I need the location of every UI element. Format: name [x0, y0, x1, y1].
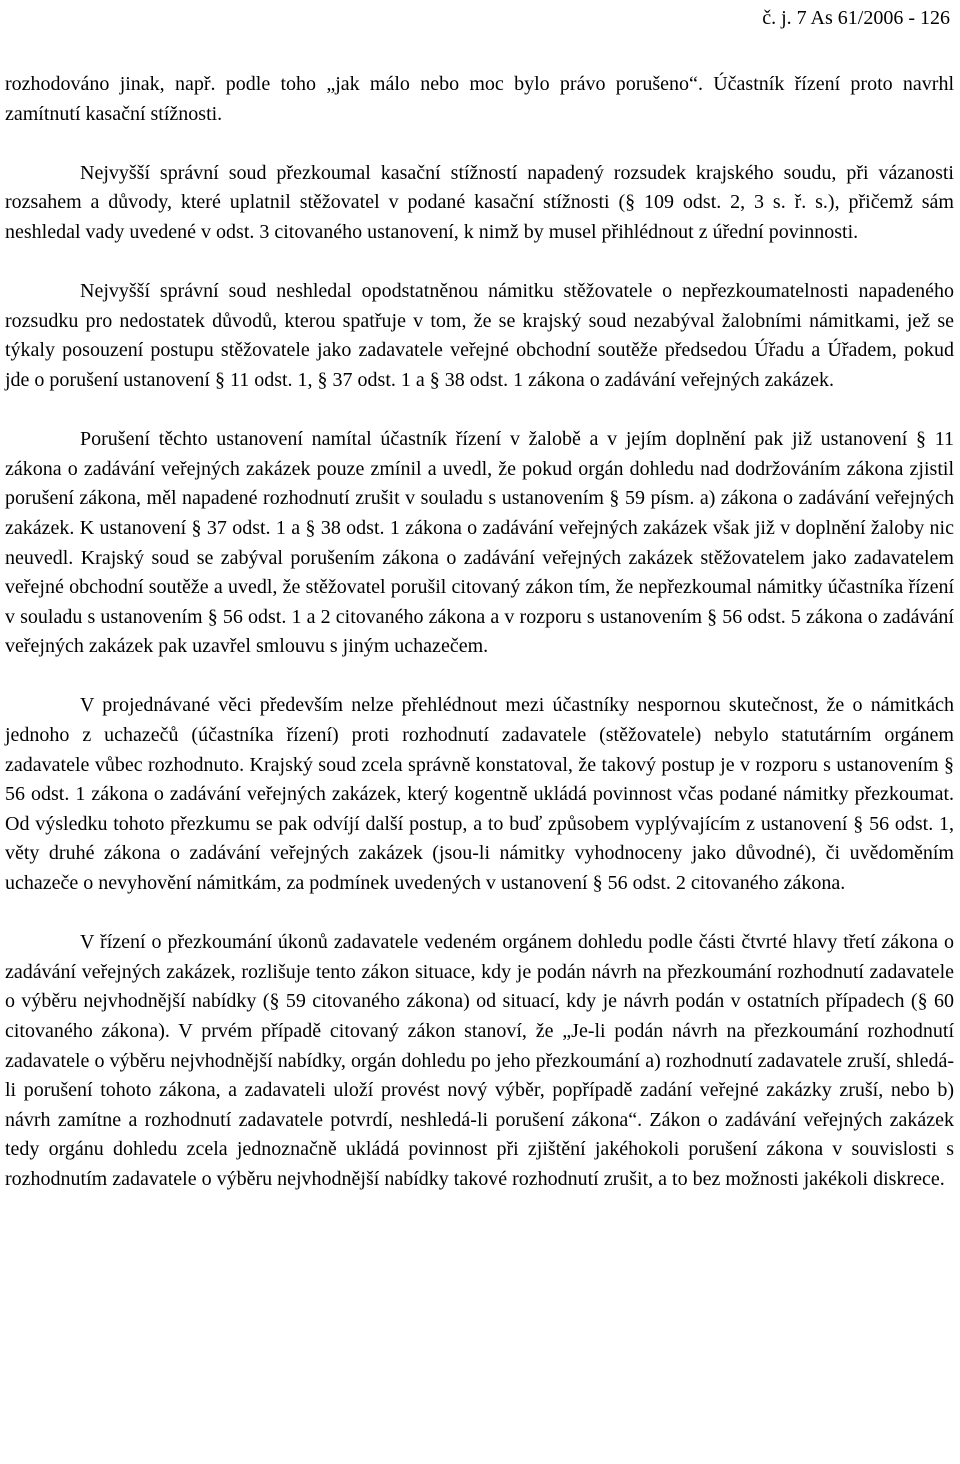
case-number-header: č. j. 7 As 61/2006 - 126 — [762, 7, 950, 29]
paragraph-review-proceedings: V řízení o přezkoumání úkonů zadavatele vedeném orgánem dohledu podle části čtvrté hlavy třetí zákona o zadávání veřejných zakázek, rozlišuje tento zákon situace, kdy je podán návrh na přezkoumání rozhodnutí zadavatele o výběru nejvhodnější nabídky (§ 59 citovaného zákona) od situací, kdy je návrh podán v ostatních případech (§ 60 citovaného zákona). V prvém případě citovaný zákon stanoví, že „Je-li podán návrh na přezkoumání rozhodnutí zadavatele o výběru nejvhodnější nabídky, orgán dohledu po jeho přezkoumání a) rozhodnutí zadavatele zruší, shledá-li porušení tohoto zákona, a zadavateli uloží provést nový výběr, popřípadě zadání veřejné zakázky zruší, nebo b) návrh zamítne a rozhodnutí zadavatele potvrdí, neshledá-li porušení zákona“. Zákon o zadávání veřejných zakázek tedy orgánu dohledu zcela jednoznačně ukládá povinnost při zjištění jakéhokoli porušení zákona v souvislosti s rozhodnutím zadavatele o výběru nejvhodnější nabídky takové rozhodnutí zrušit, a to bez možnosti jakékoli diskrece. — [5, 931, 954, 1190]
paragraph-review-scope: Nejvyšší správní soud přezkoumal kasační stížností napadený rozsudek krajského soudu, při vázanosti rozsahem a důvody, které uplatnil stěžovatel v podané kasační stížnosti (§ 109 odst. 2, 3 s. ř. s.), přičemž sám neshledal vady uvedené v odst. 3 citovaného ustanovení, k nimž by musel přihlédnout z úřední povinnosti. — [5, 161, 954, 243]
paragraph-continuation: rozhodováno jinak, např. podle toho „jak málo nebo moc bylo právo porušeno“. Účastník řízení proto navrhl zamítnutí kasační stížnosti. — [5, 73, 954, 125]
paragraph-objection-unreviewability: Nejvyšší správní soud neshledal opodstatněnou námitku stěžovatele o nepřezkoumatelnosti napadeného rozsudku pro nedostatek důvodů, kterou spatřuje v tom, že se krajský soud nezabýval žalobními námitkami, jež se týkaly posouzení postupu stěžovatele jako zadavatele veřejné obchodní soutěže předsedou Úřadu a Úřadem, pokud jde o porušení ustanovení § 11 odst. 1, § 37 odst. 1 a § 38 odst. 1 zákona o zadávání veřejných zakázek. — [5, 280, 954, 391]
paragraph-undecided-objections: V projednávané věci především nelze přehlédnout mezi účastníky nespornou skutečnost, že o námitkách jednoho z uchazečů (účastníka řízení) proti rozhodnutí zadavatele (stěžovatele) nebylo statutárním orgánem zadavatele vůbec rozhodnuto. Krajský soud zcela správně konstatoval, že takový postup je v rozporu s ustanovením § 56 odst. 1 zákona o zadávání veřejných zakázek, který kogentně ukládá povinnost včas podané námitky přezkoumat. Od výsledku tohoto přezkumu se pak odvíjí další postup, a to buď způsobem vyplývajícím z ustanovení § 56 odst. 1, věty druhé zákona o zadávání veřejných zakázek (jsou-li námitky vyhodnoceny jako důvodné), či uvědoměním uchazeče o nevyhovění námitkám, za podmínek uvedených v ustanovení § 56 odst. 2 citovaného zákona. — [5, 694, 954, 895]
paragraph-violation-claims: Porušení těchto ustanovení namítal účastník řízení v žalobě a v jejím doplnění pak již ustanovení § 11 zákona o zadávání veřejných zakázek pouze zmínil a uvedl, že pokud orgán dohledu nad dodržováním zákona zjistil porušení zákona, měl napadené rozhodnutí zrušit v souladu s ustanovením § 59 písm. a) zákona o zadávání veřejných zakázek. K ustanovení § 37 odst. 1 a § 38 odst. 1 zákona o zadávání veřejných zakázek však již v doplnění žaloby nic neuvedl. Krajský soud se zabýval porušením zákona o zadávání veřejných zakázek stěžovatelem jako zadavatelem veřejné obchodní soutěže a uvedl, že stěžovatel porušil citovaný zákon tím, že nepřezkoumal námitky účastníka řízení v souladu s ustanovením § 56 odst. 1 a 2 citovaného zákona a v rozporu s ustanovením § 56 odst. 5 zákona o zadávání veřejných zakázek pak uzavřel smlouvu s jiným uchazečem. — [5, 428, 954, 658]
document-body — [5, 70, 954, 1195]
